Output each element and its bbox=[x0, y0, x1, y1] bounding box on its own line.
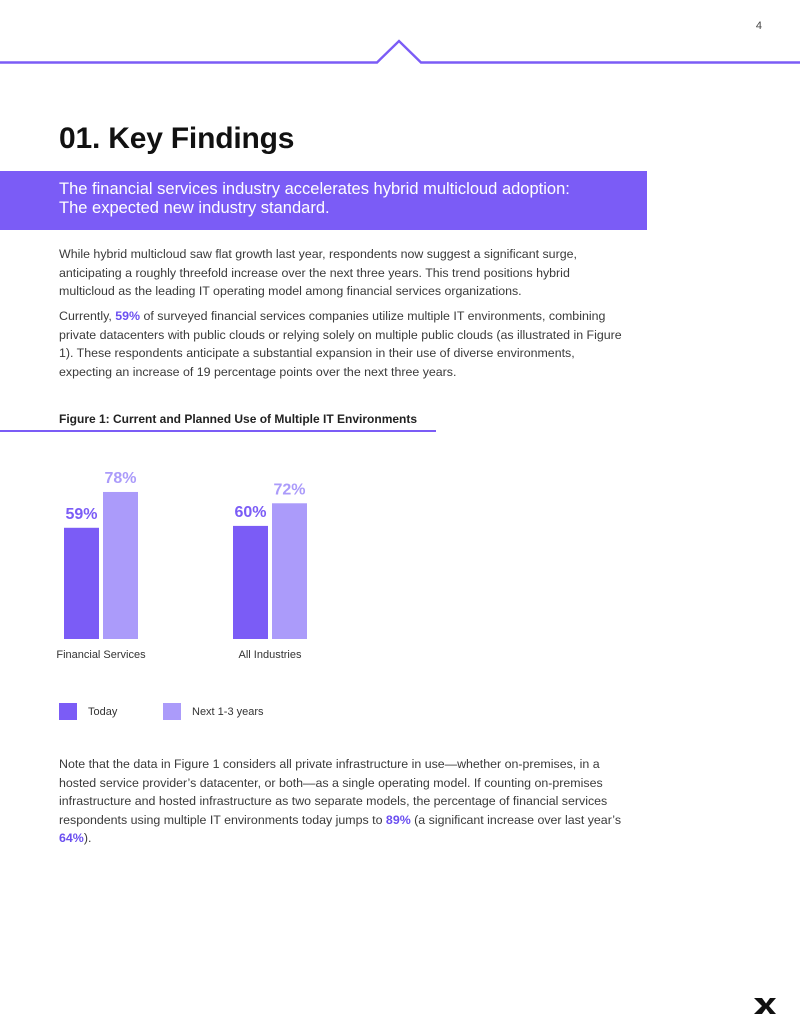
bar-chart bbox=[0, 460, 400, 670]
legend-label-today: Today bbox=[88, 705, 118, 718]
para-text: Currently, bbox=[59, 309, 116, 323]
banner-line-1: The financial services industry accelerates hybrid multicloud adoption: bbox=[59, 180, 570, 198]
legend-swatch-today bbox=[59, 703, 77, 720]
figure-caption: Figure 1: Current and Planned Use of Multiple IT Environments bbox=[59, 412, 418, 426]
section-title: 01. Key Findings bbox=[59, 122, 295, 155]
data-label: 59% bbox=[65, 505, 98, 523]
banner-line-2: The expected new industry standard. bbox=[59, 199, 330, 217]
highlight-value: 89% bbox=[385, 812, 411, 827]
header-rule bbox=[0, 38, 800, 68]
intro-paragraph: While hybrid multicloud saw flat growth last year, respondents now suggest a significant surge, anticipating a roughly threefold increase over the next three years. This trend positions hybrid multicloud as the leading IT operating model among financial services organizations. bbox=[59, 247, 577, 298]
data-label: 60% bbox=[234, 503, 267, 521]
para-text: (a significant increase over last year’s bbox=[410, 812, 622, 827]
figure-rule bbox=[0, 430, 436, 432]
page-number: 4 bbox=[755, 20, 762, 32]
legend-item-today bbox=[59, 703, 117, 720]
highlight-value: 64% bbox=[59, 831, 84, 845]
current-usage-paragraph bbox=[59, 307, 624, 381]
x-logo-icon bbox=[753, 997, 777, 1015]
section-banner bbox=[0, 171, 647, 230]
highlight-value: 59% bbox=[115, 309, 141, 323]
legend-item-next bbox=[163, 703, 264, 720]
bar-today-1 bbox=[233, 526, 268, 639]
bar-next-0 bbox=[103, 492, 138, 639]
bar-today-0 bbox=[64, 528, 99, 639]
category-label: All Industries bbox=[238, 649, 302, 661]
note-paragraph bbox=[59, 755, 624, 848]
para-text: ). bbox=[83, 831, 92, 845]
data-label: 72% bbox=[273, 481, 306, 499]
data-label: 78% bbox=[104, 469, 137, 487]
para-text: of surveyed financial services companies utilize multiple IT environments, combining private datacenters with public clouds or relying solely on multiple public clouds (as illustrated in Figure 1). These respondents anticipate a substantial expansion in their use of diverse environments, expecting an increase of 19 percentage points over the next three years. bbox=[59, 309, 622, 379]
bar-next-1 bbox=[272, 503, 307, 639]
legend-label-next: Next 1-3 years bbox=[192, 705, 264, 718]
legend-swatch-next bbox=[163, 703, 181, 720]
category-label: Financial Services bbox=[56, 649, 146, 661]
para-text: Note that the data in Figure 1 considers all private infrastructure in use—whether on-premises, in a hosted service provider’s datacenter, or both—as a single operating model. If counting on-premises infrastructure and hosted infrastructure as two separate models, the percentage of financial services respondents using multiple IT environments today jumps to bbox=[59, 757, 608, 827]
